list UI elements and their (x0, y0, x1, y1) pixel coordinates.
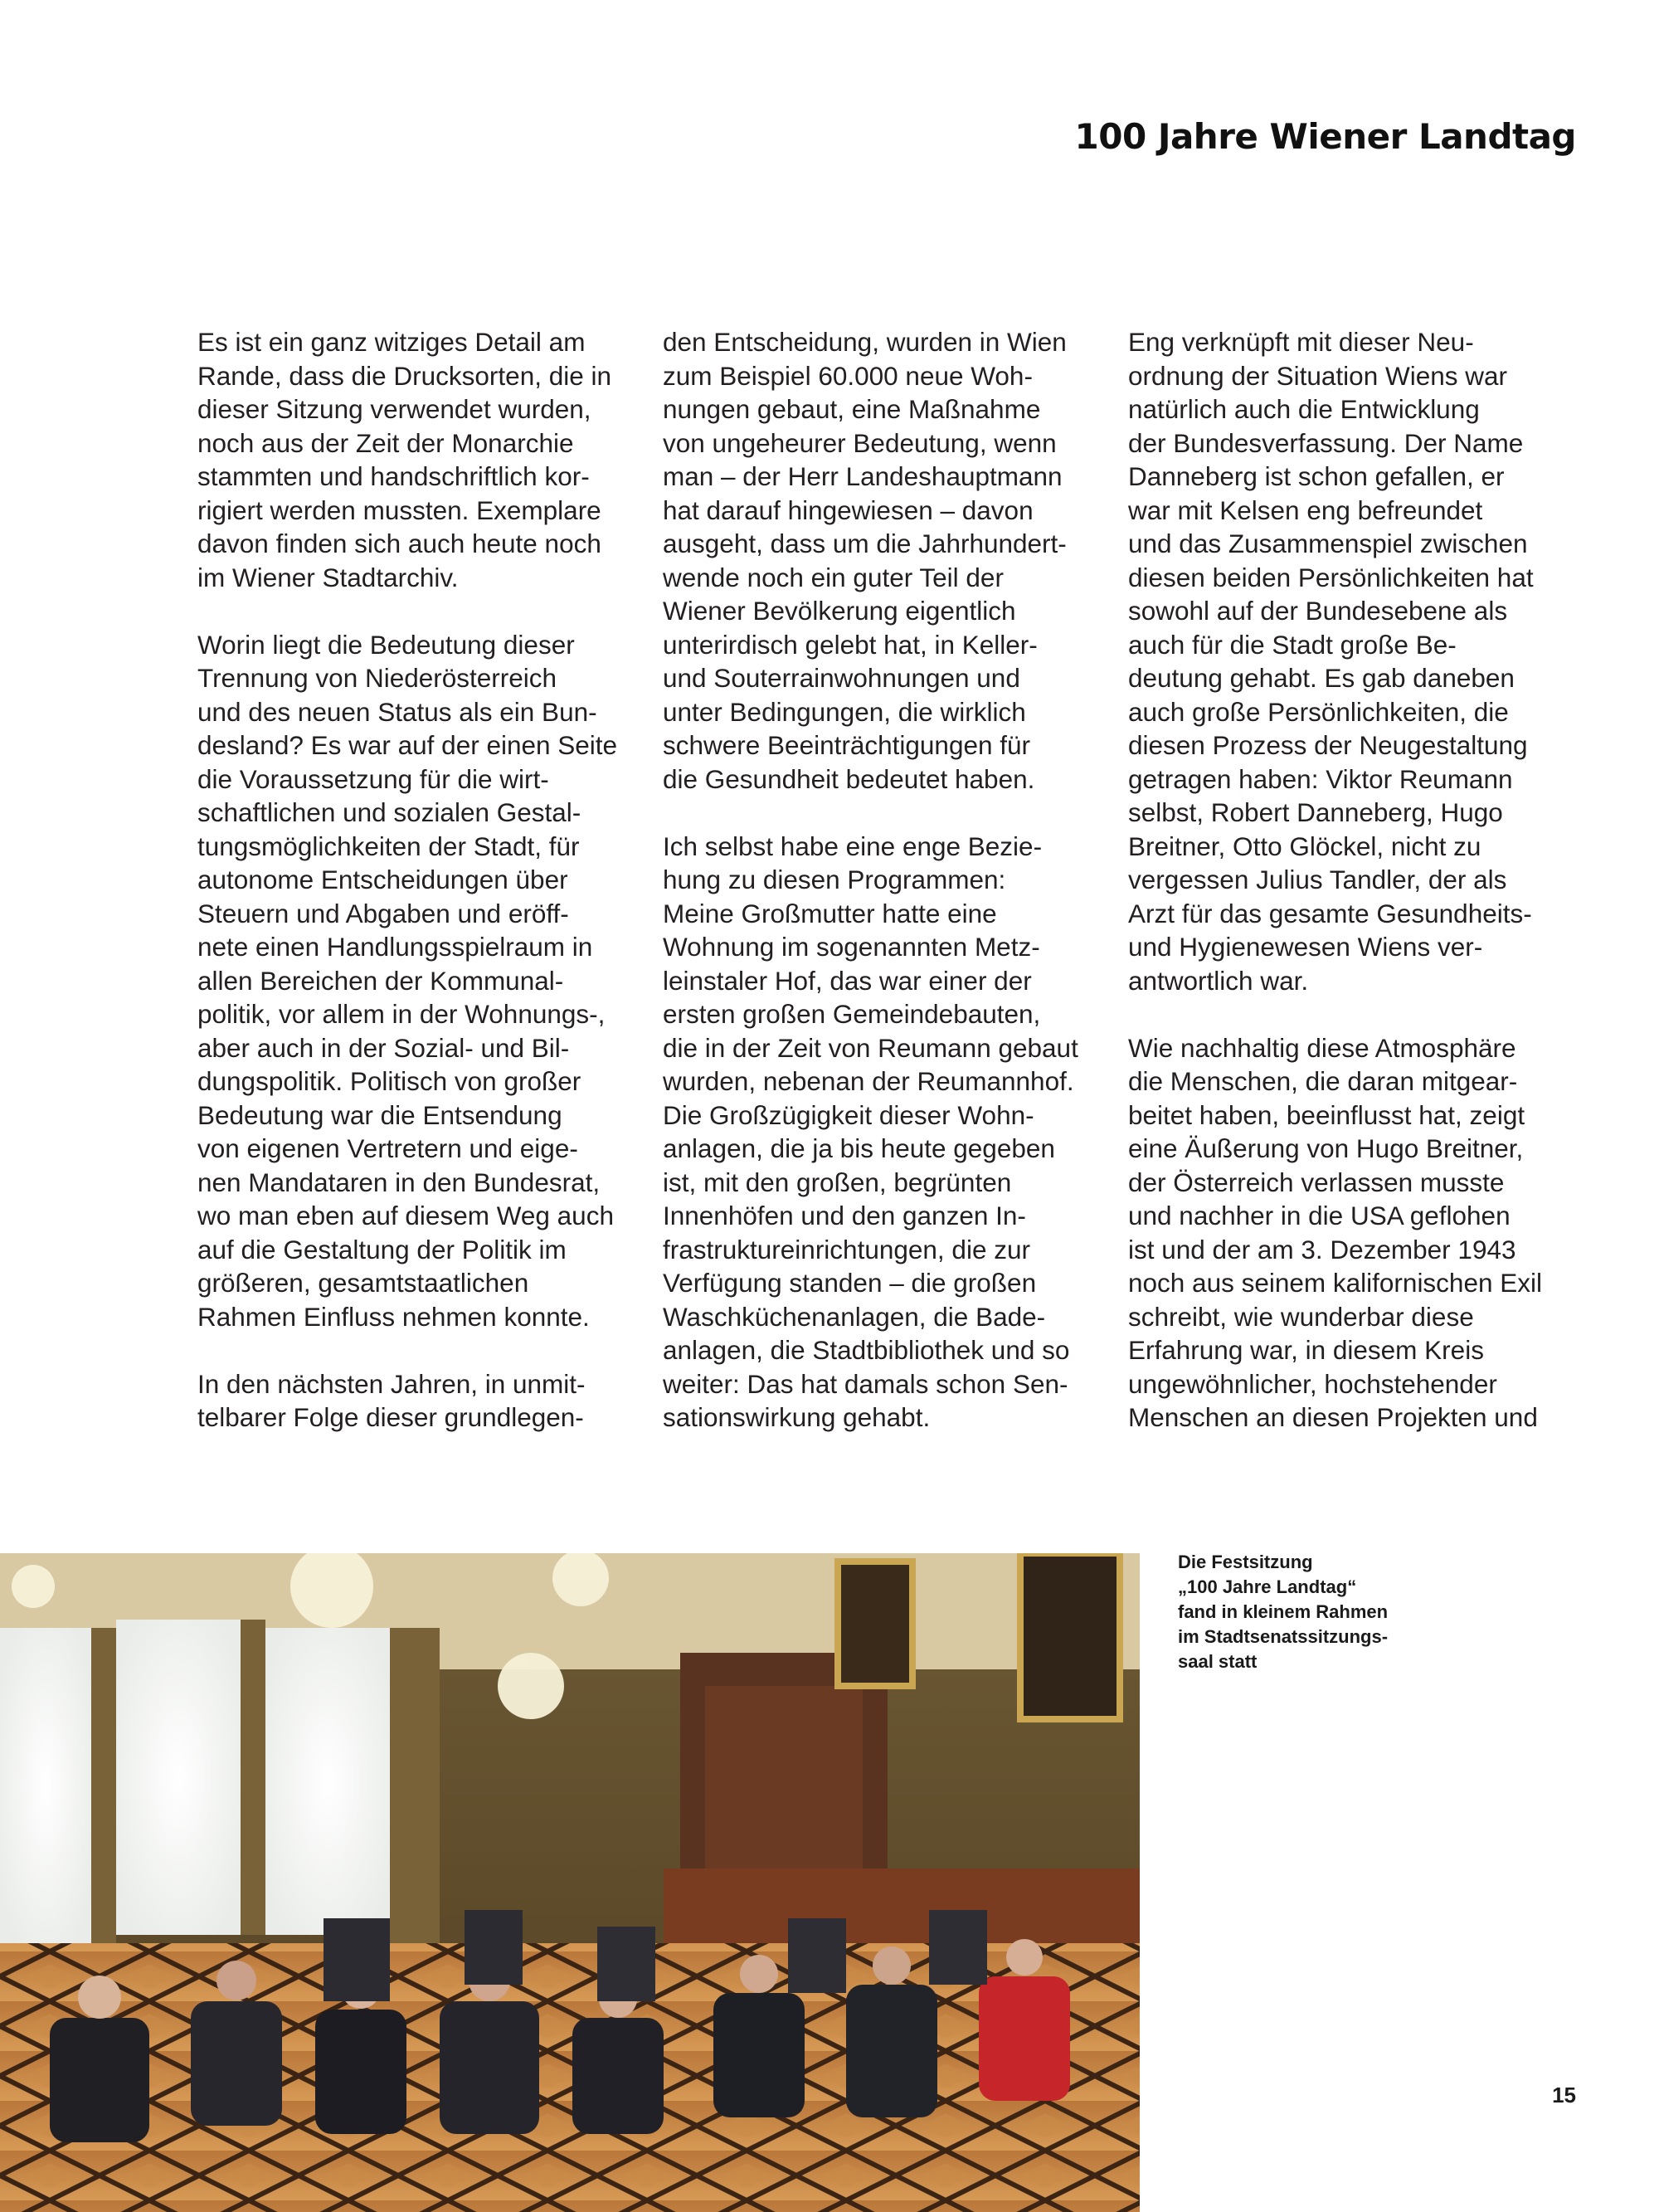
paragraph: den Entscheidung, wurden in Wien zum Beispiel 60.000 neue Woh- nungen gebaut, eine Maßnahme von ungeheurer Bedeutung, wenn man – der Herr Landeshauptmann hat darauf hingewiesen – davon ausgeht, dass um die Jahrhundert- wende noch ein guter Teil der Wiener Bevölkerung eigentlich unterirdisch gelebt hat, in Keller- und Souterrainwohnungen und unter Bedingungen, die wirklich schwere Beeinträchtigungen für die Gesundheit bedeutet haben. (663, 327, 1067, 794)
paragraph: Wie nachhaltig diese Atmosphäre die Menschen, die daran mitgear- beitet haben, beeinflusst hat, zeigt eine Äußerung von Hugo Breitner, der Österreich verlassen musste und nachher in die USA geflohen ist und der am 3. Dezember 1943 noch aus seinem kalifornischen Exil schreibt, wie wunderbar diese Erfahrung war, in diesem Kreis ungewöhnlicher, hochstehender Menschen an diesen Projekten und (1128, 1032, 1543, 1432)
page-number: 15 (1552, 2083, 1576, 2107)
paragraph: Eng verknüpft mit dieser Neu- ordnung der Situation Wiens war natürlich auch die Entwicklung der Bundesverfassung. Der Name Danneberg ist schon gefallen, er war mit Kelsen eng befreundet und das Zusammenspiel zwischen diesen beiden Persönlichkeiten hat sowohl auf der Bundesebene als auch für die Stadt große Be- deutung gehabt. Es gab daneben auch große Persönlichkeiten, die diesen Prozess der Neugestaltung getragen haben: Viktor Reumann selbst, Robert Danneberg, Hugo Breitner, Otto Glöckel, nicht zu vergessen Julius Tandler, der als Arzt für das gesamte Gesundheits- und Hygienewesen Wiens ver- antwortlich war. (1128, 327, 1534, 996)
paragraph: Ich selbst habe eine enge Bezie- hung zu diesen Programmen: Meine Großmutter hatte eine Wohnung im sogenannten Metz- leinstaler Hof, das war einer der ersten großen Gemeindebauten, die in der Zeit von Reumann gebaut wurden, nebenan der Reumannhof. Die Großzügigkeit dieser Wohn- anlagen, die ja bis heute gegeben ist, mit den großen, begrünten Innenhöfen und den ganzen In- frastruktureinrichtungen, die zur Verfügung standen – die großen Waschküchenanlagen, die Bade- anlagen, die Stadtbibliothek und so weiter: Das hat damals schon Sen- sationswirkung gehabt. (663, 831, 1078, 1432)
paragraph: Worin liegt die Bedeutung dieser Trennung von Niederösterreich und des neuen Status als ein Bun- desland? Es war auf der einen Seite die Voraussetzung für die wirt- schaftlichen und sozialen Gestal- tungsmöglichkeiten der Stadt, für autonome Entscheidungen über Steuern und Abgaben und eröff- nete einen Handlungsspielraum in allen Bereichen der Kommunal- politik, vor allem in der Wohnungs-, aber auch in der Sozial- und Bil- dungspolitik. Politisch von großer Bedeutung war die Entsendung von eigenen Vertretern und eige- nen Mandataren in den Bundesrat, wo man eben auf diesem Weg auch auf die Gestaltung der Politik im größeren, gesamtstaatlichen Rahmen Einfluss nehmen konnte. (197, 629, 618, 1332)
article-body (197, 325, 1576, 1437)
paragraph: In den nächsten Jahren, in unmit- telbarer Folge dieser grundlegen- (197, 1368, 586, 1432)
paragraph: Es ist ein ganz witziges Detail am Rande, dass die Drucksorten, die in dieser Sitzung verwendet wurden, noch aus der Zeit der Monarchie stammten und handschriftlich kor- rigiert werden mussten. Exemplare davon finden sich auch heute noch im Wiener Stadtarchiv. (197, 327, 612, 592)
session-hall-photo (0, 1553, 1140, 2212)
photo-caption: Die Festsitzung „100 Jahre Landtag“ fand in kleinem Rahmen im Stadtsenatssitzungs- saal statt (1178, 1552, 1389, 1672)
running-title: 100 Jahre Wiener Landtag (1074, 116, 1576, 157)
text-column-3 (1128, 325, 1576, 1437)
text-column-1 (197, 325, 645, 1437)
text-column-2 (663, 325, 1111, 1437)
